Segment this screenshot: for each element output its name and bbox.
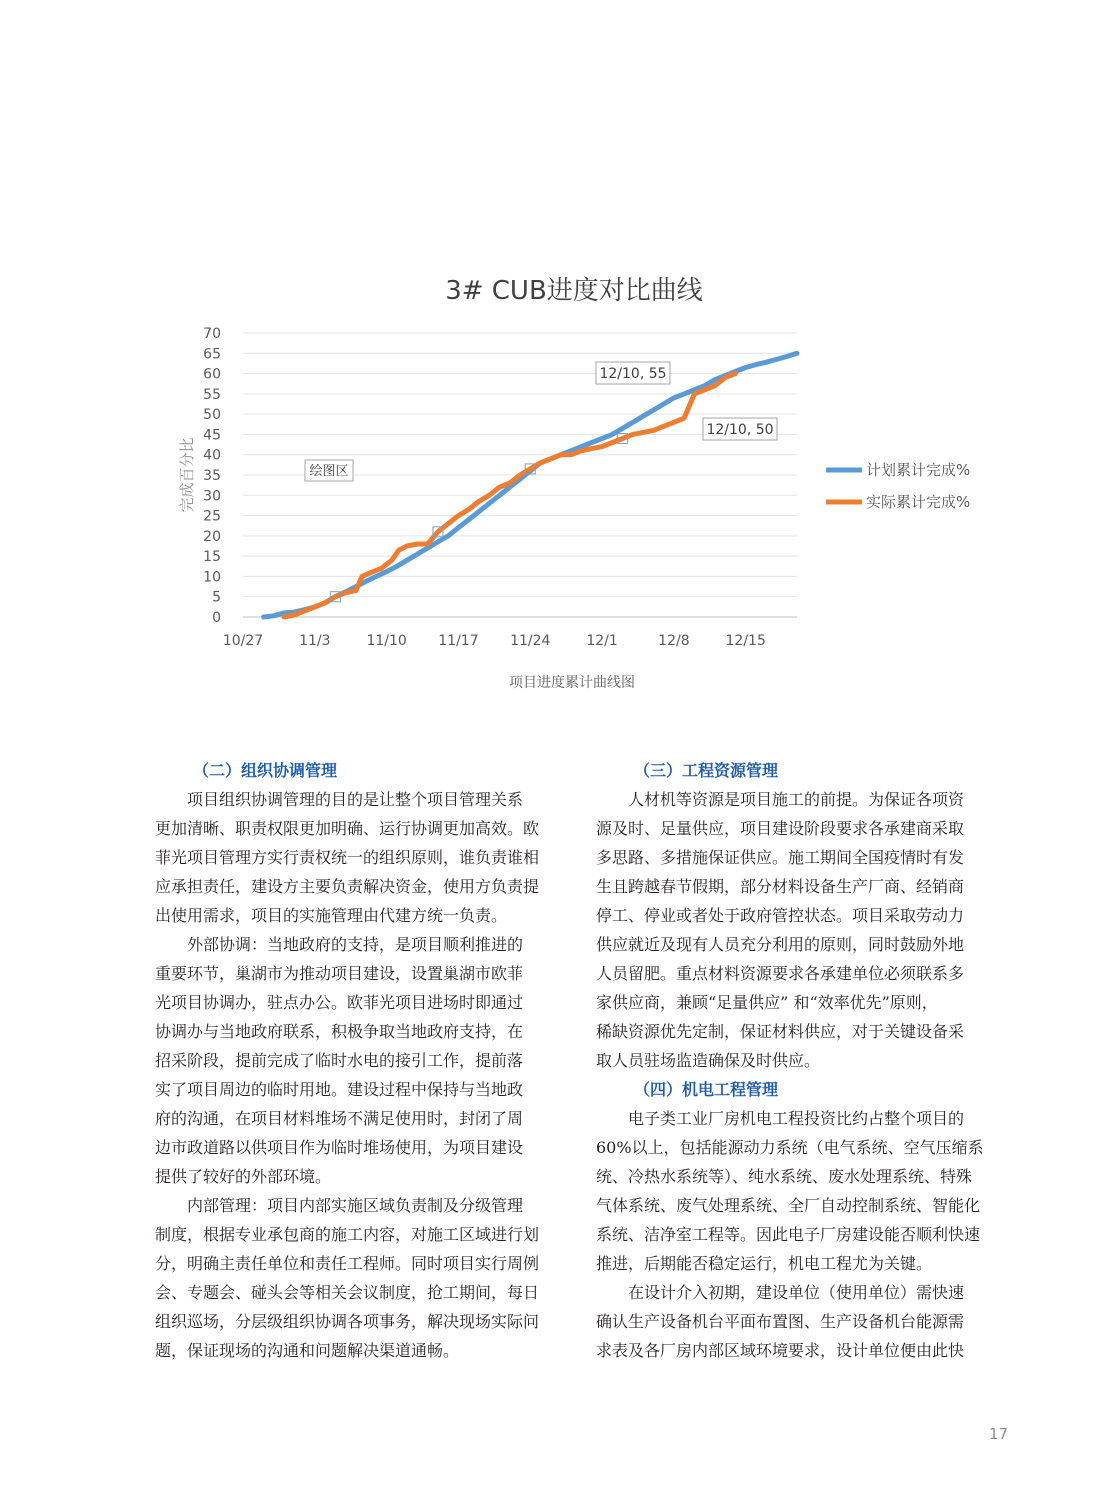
section-heading: （三）工程资源管理 xyxy=(634,761,779,780)
text-line: 出使用需求，项目的实施管理由代建方统一负责。 xyxy=(155,906,508,925)
paragraph xyxy=(155,785,552,930)
text-line: 家供应商，兼顾“足量供应” 和“效率优先”原则， xyxy=(596,993,938,1012)
text-line: 取人员驻场监造确保及时供应。 xyxy=(596,1051,821,1070)
text-line: 光项目协调办，驻点办公。欧菲光项目进场时即通过 xyxy=(155,993,524,1012)
text-line: 60%以上，包括能源动力系统（电气系统、空气压缩系 xyxy=(596,1138,984,1157)
y-tick-label: 5 xyxy=(212,589,221,606)
y-tick-label: 45 xyxy=(203,427,221,444)
text-line: 应承担责任，建设方主要负责解决资金，使用方负责提 xyxy=(155,877,540,896)
x-tick-label: 11/3 xyxy=(299,633,331,649)
text-line: 人材机等资源是项目施工的前提。为保证各项资 xyxy=(628,790,965,809)
y-tick-label: 50 xyxy=(203,407,221,424)
text-line: 气体系统、废气处理系统、全厂自动控制系统、智能化 xyxy=(596,1196,981,1215)
plot-area-label-box xyxy=(305,460,353,481)
legend-label: 计划累计完成% xyxy=(866,461,971,479)
text-line: 确认生产设备机台平面布置图、生产设备机台能源需 xyxy=(596,1312,965,1331)
text-line: 会、专题会、碰头会等相关会议制度，抢工期间，每日 xyxy=(155,1283,540,1302)
y-tick-label: 25 xyxy=(203,508,221,525)
text-line: 电子类工业厂房机电工程投资比约占整个项目的 xyxy=(628,1109,965,1128)
text-line: 统、冷热水系统等）、纯水系统、废水处理系统、特殊 xyxy=(596,1167,973,1186)
text-line: 分，明确主责任单位和责任工程师。同时项目实行周例 xyxy=(155,1254,540,1273)
x-tick-label: 10/27 xyxy=(222,633,264,649)
paragraph xyxy=(596,1278,996,1365)
page-number: 17 xyxy=(989,1425,1009,1443)
x-tick-labels xyxy=(223,633,766,649)
y-tick-label: 55 xyxy=(203,386,221,403)
x-tick-label: 12/1 xyxy=(586,633,618,649)
paragraph xyxy=(155,930,552,1191)
data-label-callout xyxy=(596,362,670,384)
plot-area-label: 绘图区 xyxy=(309,464,349,479)
series-lines xyxy=(264,353,798,617)
y-axis-label: 完成百分比 xyxy=(178,437,196,513)
text-line: 题，保证现场的沟通和问题解决渠道通畅。 xyxy=(155,1341,460,1360)
text-line: 多思路、多措施保证供应。施工期间全国疫情时有发 xyxy=(596,848,965,867)
section-heading: （二）组织协调管理 xyxy=(193,761,338,780)
paragraph xyxy=(596,1104,996,1278)
text-line: 源及时、足量供应，项目建设阶段要求各承建商采取 xyxy=(596,819,965,838)
left-column xyxy=(155,756,552,1365)
text-line: 外部协调：当地政府的支持，是项目顺利推进的 xyxy=(187,935,524,954)
chart-caption: 项目进度累计曲线图 xyxy=(509,675,635,691)
text-line: 生且跨越春节假期，部分材料设备生产厂商、经销商 xyxy=(596,877,965,896)
callout-text: 12/10, 55 xyxy=(599,366,667,382)
text-line: 重要环节，巢湖市为推动项目建设，设置巢湖市欧菲 xyxy=(155,964,524,983)
text-line: 停工、停业或者处于政府管控状态。项目采取劳动力 xyxy=(596,906,965,925)
y-tick-label: 10 xyxy=(203,569,221,586)
y-tick-label: 70 xyxy=(203,326,221,342)
text-line: 稀缺资源优先定制，保证材料供应，对于关键设备采 xyxy=(596,1022,965,1041)
text-line: 内部管理：项目内部实施区域负责制及分级管理 xyxy=(187,1196,524,1215)
callout-text: 12/10, 50 xyxy=(706,422,774,438)
right-column xyxy=(596,756,996,1365)
text-line: 供应就近及现有人员充分利用的原则，同时鼓励外地 xyxy=(596,935,965,954)
x-tick-label: 12/8 xyxy=(658,633,690,649)
section-heading: （四）机电工程管理 xyxy=(634,1080,779,1099)
chart-title: 3# CUB进度对比曲线 xyxy=(445,276,703,306)
text-line: 实了项目周边的临时用地。建设过程中保持与当地政 xyxy=(155,1080,524,1099)
series-line-plan xyxy=(264,353,798,617)
y-tick-label: 20 xyxy=(203,528,221,545)
legend-label: 实际累计完成% xyxy=(866,493,971,511)
x-tick-label: 11/17 xyxy=(438,633,479,649)
text-line: 更加清晰、职责权限更加明确、运行协调更加高效。欧 xyxy=(155,819,540,838)
paragraph xyxy=(596,785,996,1075)
text-line: 协调办与当地政府联系，积极争取当地政府支持，在 xyxy=(155,1022,524,1041)
x-tick-label: 11/24 xyxy=(510,633,551,649)
text-line: 系统、洁净室工程等。因此电子厂房建设能否顺利快速 xyxy=(596,1225,981,1244)
text-line: 人员留肥。重点材料资源要求各承建单位必须联系多 xyxy=(596,964,965,983)
text-line: 菲光项目管理方实行责权统一的组织原则，谁负责谁相 xyxy=(155,848,540,867)
data-label-callout xyxy=(703,418,777,440)
progress-chart xyxy=(0,0,1100,720)
text-line: 边市政道路以供项目作为临时堆场使用，为项目建设 xyxy=(155,1138,524,1157)
y-tick-label: 60 xyxy=(203,366,221,383)
paragraph xyxy=(155,1191,552,1365)
text-line: 提供了较好的外部环境。 xyxy=(155,1167,332,1186)
text-line: 府的沟通，在项目材料堆场不满足使用时，封闭了周 xyxy=(155,1109,524,1128)
x-tick-label: 11/10 xyxy=(366,633,407,649)
y-tick-labels xyxy=(203,326,221,626)
y-tick-label: 0 xyxy=(212,610,221,626)
text-line: 推进，后期能否稳定运行，机电工程尤为关键。 xyxy=(596,1254,933,1273)
text-line: 招采阶段，提前完成了临时水电的接引工作，提前落 xyxy=(155,1051,524,1070)
y-tick-label: 40 xyxy=(203,447,221,464)
x-tick-label: 12/15 xyxy=(725,633,766,649)
y-tick-label: 35 xyxy=(203,468,221,484)
chart-legend xyxy=(826,461,970,511)
text-line: 项目组织协调管理的目的是让整个项目管理关系 xyxy=(187,790,524,809)
text-line: 求表及各厂房内部区域环境要求，设计单位便由此快 xyxy=(596,1341,965,1360)
text-line: 在设计介入初期，建设单位（使用单位）需快速 xyxy=(628,1283,965,1302)
y-tick-label: 65 xyxy=(203,346,221,363)
text-line: 制度，根据专业承包商的施工内容，对施工区域进行划 xyxy=(155,1225,540,1244)
y-tick-label: 15 xyxy=(203,549,221,566)
text-line: 组织巡场，分层级组织协调各项事务，解决现场实际问 xyxy=(155,1312,540,1331)
y-tick-label: 30 xyxy=(203,488,221,505)
